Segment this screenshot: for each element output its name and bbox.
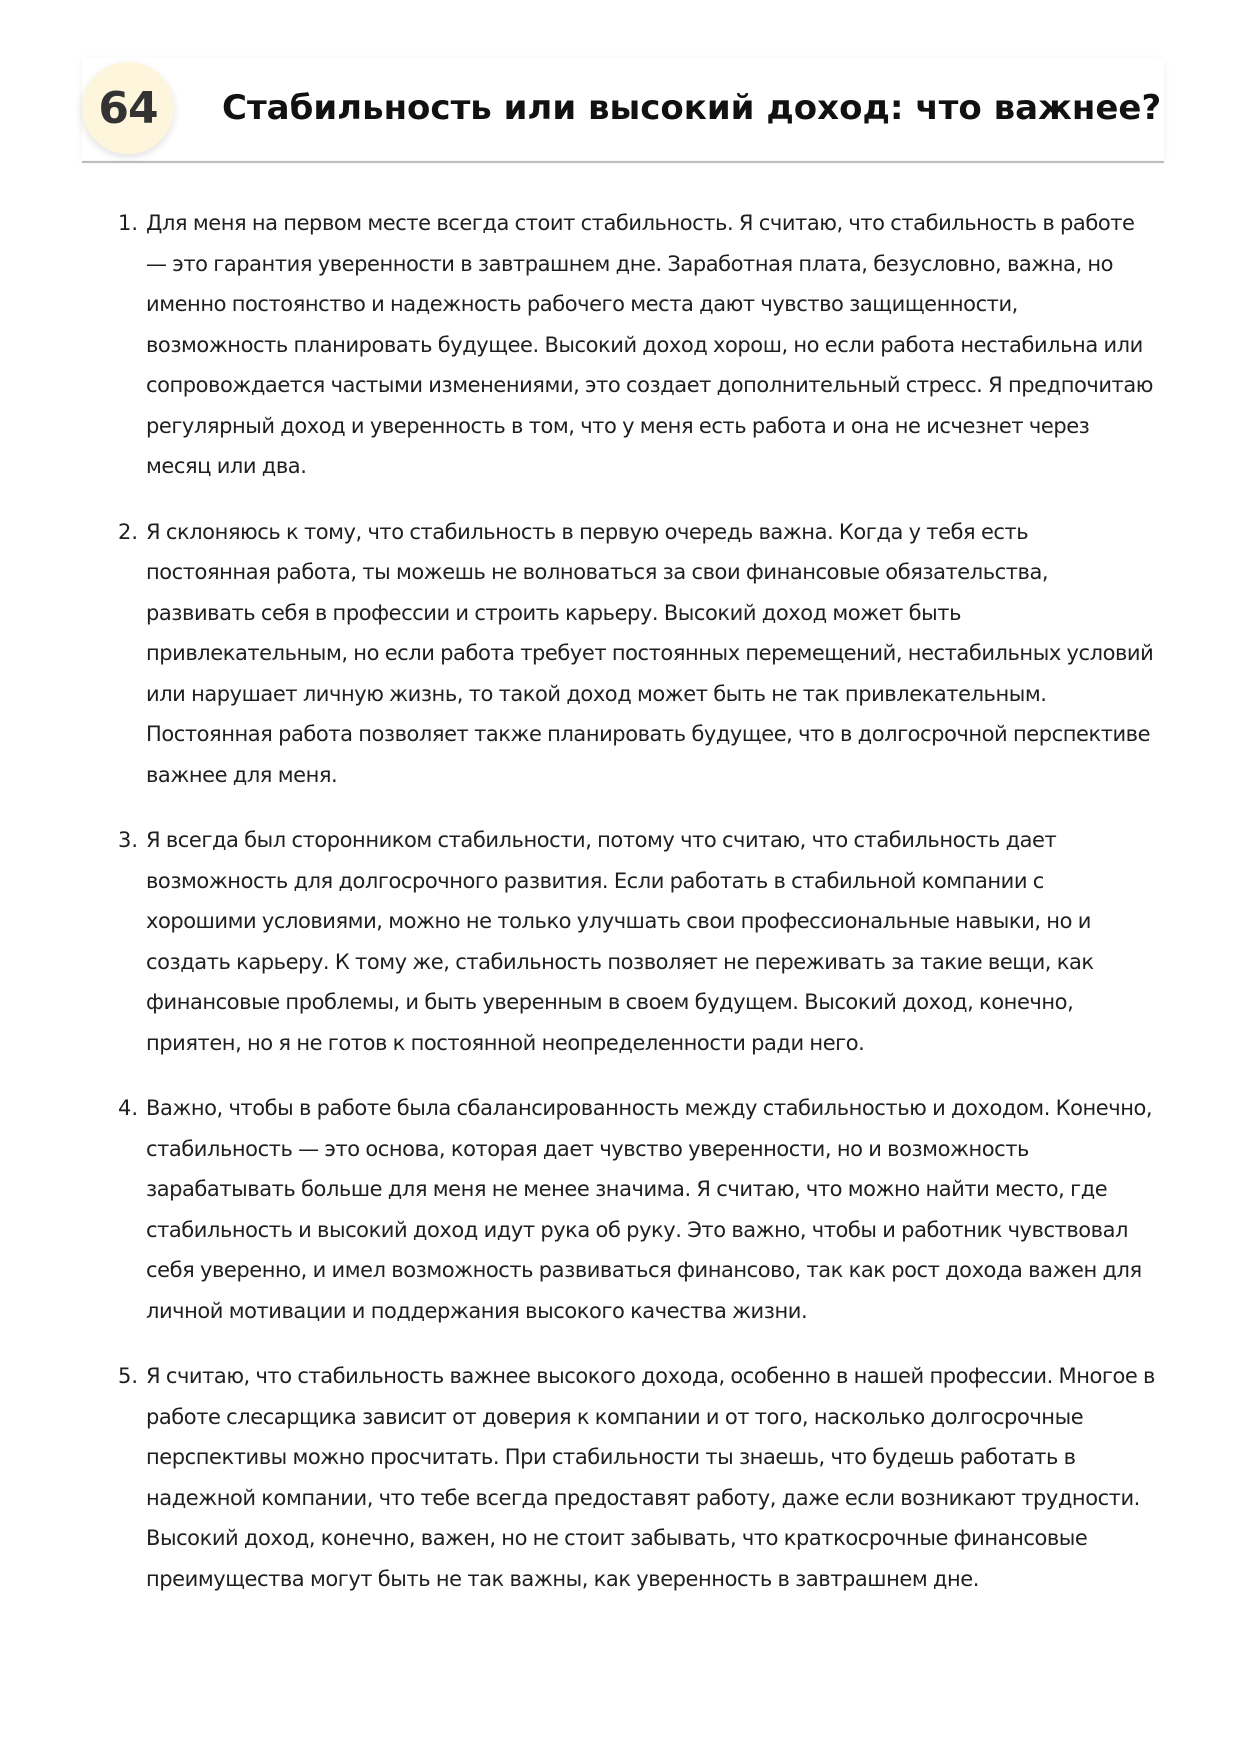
list-item	[118, 203, 1158, 487]
list-item-text: Я считаю, что стабильность важнее высокого дохода, особенно в нашей профессии. Многое в работе слесарщика зависит от доверия к компании и от того, насколько долгосрочные перспективы можно просчитать. При стабильности ты знаешь, что будешь работать в надежной компании, что тебе всегда предоставят работу, даже если возникают трудности. Высокий доход, конечно, важен, но не стоит забывать, что краткосрочные финансовые преимущества могут быть не так важны, как уверенность в завтрашнем дне.	[146, 1364, 1155, 1591]
page-title: Стабильность или высокий доход: что важнее?	[222, 88, 1162, 128]
list-item-text: Я склоняюсь к тому, что стабильность в первую очередь важна. Когда у тебя есть постоянная работа, ты можешь не волноваться за свои финансовые обязательства, развивать себя в профессии и строить карьеру. Высокий доход может быть привлекательным, но если работа требует постоянных перемещений, нестабильных условий или нарушает личную жизнь, то такой доход может быть не так привлекательным. Постоянная работа позволяет также планировать будущее, что в долгосрочной перспективе важнее для меня.	[146, 519, 1154, 787]
list-item-text: Важно, чтобы в работе была сбалансированность между стабильностью и доходом. Конечно, стабильность — это основа, которая дает чувство уверенности, но и возможность зарабатывать больше для меня не менее значима. Я считаю, что можно найти место, где стабильность и высокий доход идут рука об руку. Это важно, чтобы и работник чувствовал себя уверенно, и имел возможность развиваться финансово, так как рост дохода важен для личной мотивации и поддержания высокого качества жизни.	[146, 1096, 1153, 1323]
answers-list	[118, 203, 1158, 1624]
list-item-number: 4.	[118, 1096, 139, 1120]
list-item	[118, 1088, 1158, 1331]
question-number: 64	[98, 82, 158, 134]
list-item-text: Я всегда был сторонником стабильности, потому что считаю, что стабильность дает возможность для долгосрочного развития. Если работать в стабильной компании с хорошими условиями, можно не только улучшать свои профессиональные навыки, но и создать карьеру. К тому же, стабильность позволяет не переживать за такие вещи, как финансовые проблемы, и быть уверенным в своем будущем. Высокий доход, конечно, приятен, но я не готов к постоянной неопределенности ради него.	[146, 828, 1094, 1055]
list-item-number: 2.	[118, 519, 139, 544]
list-item-number: 3.	[118, 828, 139, 852]
question-number-badge	[82, 62, 174, 154]
list-item	[118, 512, 1158, 796]
header-divider	[82, 161, 1164, 163]
list-item-number: 1.	[118, 211, 139, 235]
list-item	[118, 1356, 1158, 1599]
list-item	[118, 820, 1158, 1063]
list-item-number: 5.	[118, 1364, 139, 1388]
list-item-text: Для меня на первом месте всегда стоит стабильность. Я считаю, что стабильность в работе — это гарантия уверенности в завтрашнем дне. Заработная плата, безусловно, важна, но именно постоянство и надежность рабочего места дают чувство защищенности, возможность планировать будущее. Высокий доход хорош, но если работа нестабильна или сопровождается частыми изменениями, это создает дополнительный стресс. Я предпочитаю регулярный доход и уверенность в том, что у меня есть работа и она не исчезнет через месяц или два.	[146, 211, 1153, 478]
